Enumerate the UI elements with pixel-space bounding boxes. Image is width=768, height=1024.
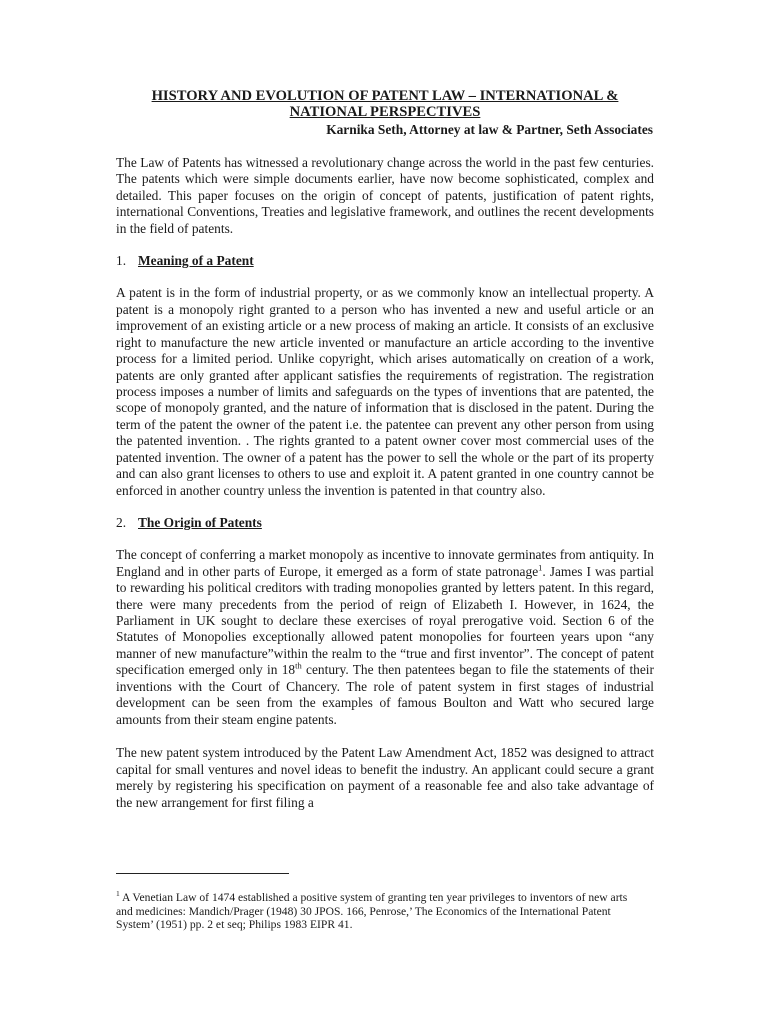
footnote-marker: 1 — [116, 889, 120, 899]
title-line-2: NATIONAL PERSPECTIVES — [289, 104, 481, 120]
document-title — [116, 88, 654, 120]
section-1-heading — [116, 253, 654, 269]
section-2-p1-text-a: The concept of conferring a market monopoly as incentive to innovate germinates from antiquity. In England and in other parts of Europe, it emerged as a form of state patronage — [116, 547, 654, 579]
section-2-paragraph-2: The new patent system introduced by the Patent Law Amendment Act, 1852 was designed to attract capital for small ventures and novel ideas to benefit the industry. An applicant could secure a grant merely by registering his specification on payment of a reasonable fee and also take advantage of the new arrangement for first filing a — [116, 745, 654, 810]
footnote-reference[interactable]: 1 — [538, 562, 543, 573]
section-2-p1-text-b: . James I was partial to rewarding his political creditors with trading monopolies granted by letters patent. In this regard, there were many precedents from the period of reign of Elizabeth I. However, in 1624, the Parliament in UK sought to declare these exercises of royal prerogative void. Section 6 of the Statutes of Monopolies exceptionally allowed patent monopolies for fourteen years upon “any manner of new manufacture”within the realm to the “true and first inventor”. The concept of patent specification emerged only in 18 — [116, 563, 654, 678]
intro-paragraph: The Law of Patents has witnessed a revolutionary change across the world in the past few centuries. The patents which were simple documents earlier, have now become sophisticated, complex and detailed. This paper focuses on the origin of concept of patents, justification of patent rights, international Conventions, Treaties and legislative framework, and outlines the recent developments in the field of patents. — [116, 155, 654, 236]
title-line-1: HISTORY AND EVOLUTION OF PATENT LAW – INTERNATIONAL & — [151, 88, 619, 104]
section-1-title: Meaning of a Patent — [138, 253, 254, 269]
section-2-p1-text-c: century. The then patentees began to file the statements of their inventions with the Court of Chancery. The role of patent system in first stages of industrial development can be seen from the examples of famous Boulton and Watt who secured large amounts from their steam engine patents. — [116, 662, 654, 727]
section-1-paragraph: A patent is in the form of industrial property, or as we commonly know an intellectual property. A patent is a monopoly right granted to a person who has invented a new and useful article or an improvement of an existing article or a new process of making an article. It consists of an exclusive right to manufacture the new article invented or manufacture an article according to the inventive process for a limited period. Unlike copyright, which arises automatically on creation of a work, patents are only granted after applicant satisfies the requirements of registration. The registration process imposes a number of limits and safeguards on the types of inventions that are patented, the scope of monopoly granted, and the nature of information that is disclosed in the patent. During the term of the patent the owner of the patent i.e. the patentee can prevent any other person from using the patented invention. . The rights granted to a patent owner cover most commercial uses of the patented invention. The owner of a patent has the power to sell the whole or the part of its property and can also grant licenses to others to use and exploit it. A patent granted in one country cannot be enforced in another country unless the invention is patented in that country also. — [116, 285, 654, 498]
document-page — [116, 88, 654, 811]
section-2-paragraph-1 — [116, 547, 654, 728]
author-byline: Karnika Seth, Attorney at law & Partner, Seth Associates — [326, 122, 653, 137]
section-2-heading — [116, 515, 654, 531]
footnote-separator — [116, 873, 289, 874]
footnote — [116, 891, 646, 932]
footnote-text: A Venetian Law of 1474 established a positive system of granting ten year privileges to inventors of new arts and medicines: Mandich/Prager (1948) 30 JPOS. 166, Penrose,’ The Economics of the International Patent System’ (1951) pp. 2 et seq; Philips 1983 EIPR 41. — [116, 891, 628, 932]
section-2-number: 2. — [116, 515, 127, 531]
section-2-title: The Origin of Patents — [138, 515, 262, 531]
section-1-number: 1. — [116, 253, 127, 269]
ordinal-superscript: th — [295, 660, 302, 671]
